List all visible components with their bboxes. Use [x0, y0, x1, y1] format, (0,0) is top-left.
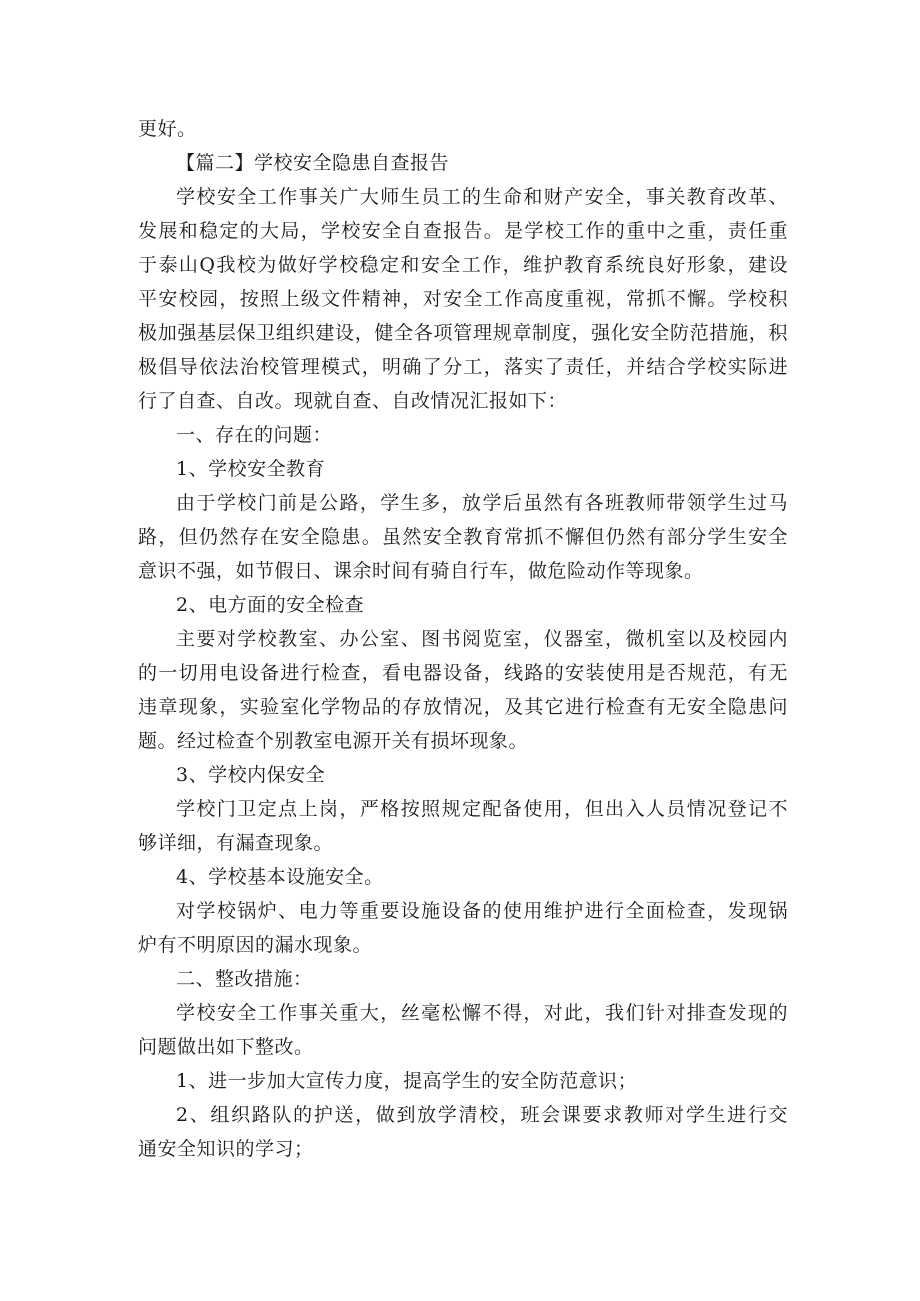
continuation-text: 更好。 — [138, 118, 197, 140]
part2-heading: 二、整改措施： — [176, 968, 313, 990]
item1-paragraph: 由于学校门前是公路，学生多，放学后虽然有各班教师带领学生过马 路，但仍然存在安全隐患。虽然安全教育常抓不懈但仍然有部分学生安全 意识不强，如节假日、课余时间有骑自行车，做危险动作等现象。 — [138, 492, 788, 582]
item1-heading: 1、学校安全教育 — [176, 458, 326, 480]
item4-heading: 4、学校基本设施安全。 — [176, 866, 384, 888]
measure2-paragraph: 2、组织路队的护送，做到放学清校，班会课要求教师对学生进行交 通安全知识的学习； — [138, 1104, 788, 1160]
item3-heading: 3、学校内保安全 — [176, 764, 326, 786]
part1-heading: 一、存在的问题： — [176, 424, 333, 446]
document-page — [138, 112, 788, 1166]
item2-heading: 2、电方面的安全检查 — [176, 594, 365, 616]
measure1-text: 1、进一步加大宣传力度，提高学生的安全防范意识； — [176, 1070, 638, 1092]
intro-paragraph: 学校安全工作事关广大师生员工的生命和财产安全，事关教育改革、 发展和稳定的大局，学校安全自查报告。是学校工作的重中之重，责任重 于泰山Q我校为做好学校稳定和安全工作，维护教育系统良好形象，建设 平安校园，按照上级文件精神，对安全工作高度重视，常抓不懈。学校积 极加强基层保卫组织建设，健全各项管理规章制度，强化安全防范措施，积 极倡导依法治校管理模式，明确了分工，落实了责任，并结合学校实际进 行了自查、自改。现就自查、自改情况汇报如下： — [138, 186, 788, 412]
part2-paragraph: 学校安全工作事关重大，丝毫松懈不得，对此，我们针对排查发现的 问题做出如下整改。 — [138, 1002, 788, 1058]
section-title: 【篇二】学校安全隐患自查报告 — [176, 152, 450, 174]
item3-paragraph: 学校门卫定点上岗，严格按照规定配备使用，但出入人员情况登记不 够详细，有漏查现象。 — [138, 798, 788, 854]
item2-paragraph: 主要对学校教室、办公室、图书阅览室，仪器室，微机室以及校园内 的一切用电设备进行检查，看电器设备，线路的安装使用是否规范，有无 违章现象，实验室化学物品的存放情况，及其它进行检查有无安全隐患问 题。经过检查个别教室电源开关有损坏现象。 — [138, 628, 788, 752]
item4-paragraph: 对学校锅炉、电力等重要设施设备的使用维护进行全面检查，发现锅 炉有不明原因的漏水现象。 — [138, 900, 788, 956]
